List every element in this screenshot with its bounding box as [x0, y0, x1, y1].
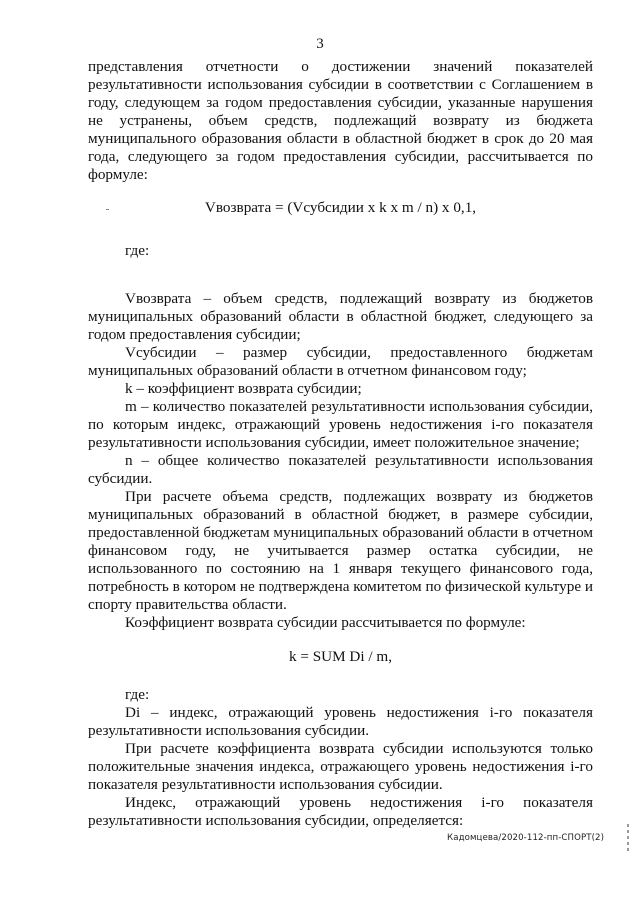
- definition-n: n – общее количество показателей результативности использования субсидии.: [88, 452, 593, 487]
- definition-m: m – количество показателей результативности использования субсидии, по которым индекс, отражающий уровень недостижения i-го показателя результативности использования субсидии, имеет положительное значение;: [88, 398, 593, 451]
- paragraph-coefficient-intro: Коэффициент возврата субсидии рассчитывается по формуле:: [125, 614, 526, 631]
- paragraph-continuation: представления отчетности о достижении значений показателей результативности использования субсидии в соответствии с Соглашением в году, следующем за годом предоставления субсидии, указанные нарушения не устранены, объем средств, подлежащий возврату из бюджета муниципального образования области в областной бюджет в срок до 20 мая года, следующего за годом предоставления субсидии, рассчитывается по формуле:: [88, 58, 593, 183]
- scan-edge-mark: [627, 824, 629, 854]
- document-footer-code: Кадомцева/2020-112-пп-СПОРТ(2): [447, 833, 605, 843]
- scan-speck: [106, 209, 109, 210]
- paragraph-index-definition: Индекс, отражающий уровень недостижения i-го показателя результативности использования субсидии, определяется:: [88, 794, 593, 829]
- where-label-2: где:: [125, 686, 150, 703]
- definition-v-subsidy: Vсубсидии – размер субсидии, предоставленного бюджетам муниципальных образований области в отчетном финансовом году;: [88, 344, 593, 379]
- definition-k: k – коэффициент возврата субсидии;: [125, 380, 362, 397]
- paragraph-calculation-note: При расчете объема средств, подлежащих возврату из бюджетов муниципальных образований в областной бюджет, в размере субсидии, предоставленной бюджетам муниципальных образований области в отчетном финансовом году, не учитывается размер остатка субсидии, не использованного по состоянию на 1 января текущего финансового года, потребность в котором не подтверждена комитетом по физической культуре и спорту правительства области.: [88, 488, 593, 613]
- formula-coefficient: k = SUM Di / m,: [288, 648, 393, 665]
- where-label: где:: [125, 242, 150, 259]
- definition-di: Di – индекс, отражающий уровень недостижения i-го показателя результативности использования субсидии.: [88, 704, 593, 739]
- definition-v-refund: Vвозврата – объем средств, подлежащий возврату из бюджетов муниципальных образований области в областной бюджет, следующего за годом предоставления субсидии;: [88, 290, 593, 343]
- formula-refund-volume: Vвозврата = (Vсубсидии x k x m / n) x 0,1,: [204, 199, 477, 216]
- paragraph-positive-values: При расчете коэффициента возврата субсидии используются только положительные значения индекса, отражающего уровень недостижения i-го показателя результативности использования субсидии.: [88, 740, 593, 793]
- document-body: [88, 58, 593, 830]
- page-number: 3: [316, 36, 324, 52]
